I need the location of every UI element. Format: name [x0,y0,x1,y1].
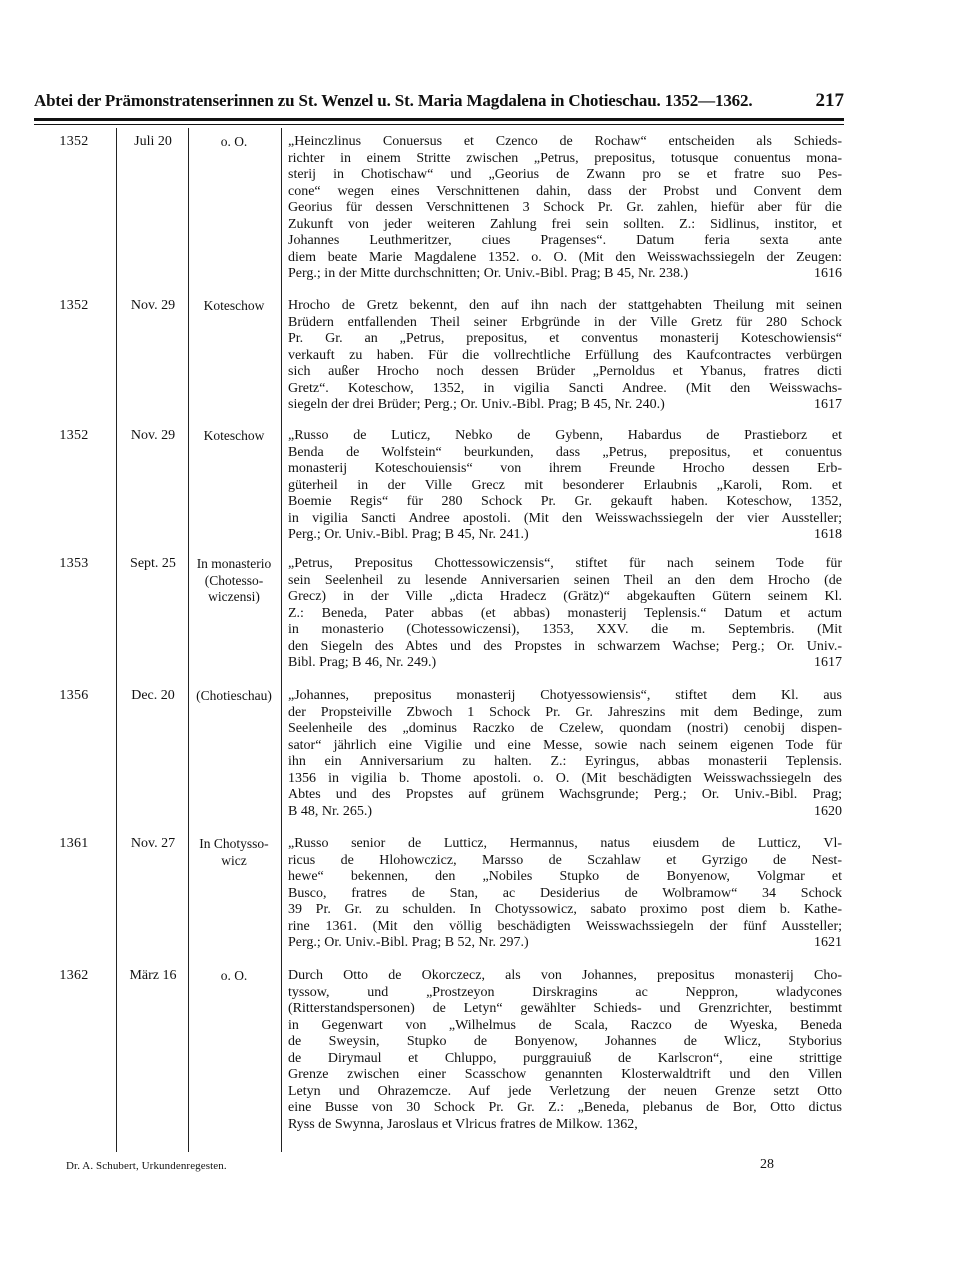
regest-line: Seelenheile des „dominus Raczko de Czelew, quondam (nostri) cenobij dispen- [288,721,842,736]
regest-line: den Siegeln des Abtes und des Propstes in schwarzem Wachse; Perg.; Or. Univ.- [288,638,842,654]
entry-place-line: o. O. [220,968,248,983]
entry-regest-text [288,968,842,1133]
entry-date: Nov. 27 [130,836,176,851]
entry-place [190,836,278,869]
regest-source-note: Perg.; Or. Univ.-Bibl. Prag; B 45, Nr. 241.) [288,527,529,542]
entry-regest-text [288,556,842,672]
entry-place [190,298,278,315]
entry-place [190,556,278,606]
entry-year: 1356 [59,688,89,703]
regest-source-note: B 48, Nr. 265.) [288,803,372,819]
entry-year: 1362 [59,968,89,983]
regest-line: „Russo senior de Lutticz, Hermannus, natus eiusdem de Lutticz, Vl- [288,836,842,851]
entry-place-line: Koteschow [203,298,265,313]
header-rule-thin [34,124,844,125]
regest-line: „Heinczlinus Conuersus et Czenco de Rochaw“ entscheiden als Schieds- [288,134,842,149]
header-rule-thick [34,118,844,121]
regest-final-line [288,527,842,544]
regest-line: Letyn und Ohrazemcze. Auf jede Verletzung der neuen Grenze setzt Otto [288,1083,842,1099]
regest-line: Hrocho de Gretz bekennt, den auf ihn nach der stattgehabten Theilung mit seinen [288,298,842,313]
column-divider-place [281,128,282,1152]
entry-regest-text [288,428,842,544]
regest-line: der Propsteiville Zbwoch 1 Schock Pr. Gr. Jahreszins mit dem Bedinge, zum [288,704,842,720]
regest-line: ricus de Hlohowczicz, Marsso de Sczahlaw et Gyrzigo de Nest- [288,852,842,868]
regest-line: Zukunft von jeder weiteren Zahlung frei sein sollten. Z.: Sidlinus, institor, et [288,216,842,232]
regest-number: 1617 [814,655,842,670]
regest-source-note: Perg.; in der Mitte durchschnitten; Or. Univ.-Bibl. Prag; B 45, Nr. 238.) [288,266,689,281]
entry-year: 1352 [59,298,89,313]
regest-line: 1356 in vigilia b. Thome apostoli. o. O. (Mit beschädigten Weisswachssiegeln des [288,770,842,786]
regest-line: rine 1361. (Mit den völlig beschädigten Weisswachssiegeln der fünf Aussteller; [288,918,842,934]
entry-place [190,428,278,445]
regest-final-line [288,397,842,414]
regest-line: eine Busse von 30 Schock Pr. Gr. Z.: „Beneda, plebanus de Bor, Otto dictus [288,1100,842,1115]
page-header [34,88,844,114]
regest-line: Busco, fratres de Stan, ac Desiderius de Wolbramow“ 34 Schock [288,885,842,901]
entry-year: 1361 [59,836,89,851]
entry-place-line: In Chotysso- [199,836,269,851]
entry-date: März 16 [129,968,177,983]
entry-place-line: wicz [221,852,247,868]
column-divider-year [116,128,117,1152]
column-divider-date [188,128,189,1152]
entry-place-line: wiczensi) [208,589,260,604]
regest-source-note: Perg.; Or. Univ.-Bibl. Prag; B 52, Nr. 297.) [288,935,529,950]
regest-line: (Ritterstandspersonen) de Letyn“ gewählter Schieds- und Grenzrichter, bestimmt [288,1001,842,1016]
entry-place-line: In monasterio [196,556,272,571]
regest-line: sich außer Hrocho noch dessen Brüder „Pernoldus et Ybanus, fratres dicti [288,364,842,379]
regest-line: 39 Pr. Gr. zu schulden. In Chotyssowicz, sabato proximo post diem b. Kathe- [288,902,842,917]
regest-line: Boemie Regis“ für 280 Schock Pr. Gr. gekauft haben. Koteschow, 1352, [288,494,842,509]
regest-line: Z.: Beneda, Pater abbas (et abbas) monasterij Teplensis.“ Datum et actum [288,605,842,621]
regest-line: Benda de Wolfstein“ beurkunden, dass „Petrus, prepositus, et conuentus [288,444,842,460]
regest-line: Ryss de Swynna, Jaroslaus et Vlricus fratres de Milkow. 1362, [288,1116,638,1132]
regest-line: „Petrus, Prepositus Chottessowiczensis“, stiftet für nach seinem Tode für [288,556,842,571]
regest-line: Durch Otto de Okorczecz, als von Johannes, prepositus monasterij Cho- [288,968,842,983]
regest-line: tyssow, und „Prostzeyon Dirskragins ac Neppron, wladycones [288,984,842,1000]
regest-number: 1620 [814,803,842,819]
entry-regest-text [288,298,842,414]
regest-source-note: siegeln der drei Brüder; Perg.; Or. Univ.-Bibl. Prag; B 45, Nr. 240.) [288,397,665,412]
regest-source-note: Bibl. Prag; B 46, Nr. 249.) [288,655,437,670]
regest-line: in Gegenwart von „Wilhelmus de Scala, Raczco de Wyeska, Beneda [288,1017,842,1033]
entry-place [190,134,278,151]
regest-line: sein Seelenheil zu lesende Anniversarien seinen Theil an den dem Hrocho (de [288,572,842,588]
regest-number: 1618 [814,527,842,542]
entry-date: Juli 20 [134,134,172,149]
regest-line: diem beate Marie Magdalene 1352. o. O. (Mit den Weisswachssiegeln der Zeugen: [288,249,842,265]
entry-year: 1352 [59,134,89,149]
regest-line: Gretz“. Koteschow, 1352, in vigilia Sancti Andree. (Mit den Weisswachs- [288,380,842,396]
regest-line: güterheil in der Ville Grecz mit besonderer Erlaubnis „Karoli, Rom. et [288,477,842,493]
entry-regest-text [288,836,842,952]
entry-place [190,688,278,705]
regest-line: hewe“ bekennen, den „Nobiles Stupko de Bonyenow, Volgmar et [288,869,842,884]
regest-line: Grecz) in der Ville „dicta Hradecz (Grätz)“ abgekauften Gütern seinem Kl. [288,589,842,604]
regest-line: Georius für dessen Verschnittenen 3 Schock Pr. Gr. zahlen, hiefür aber für die [288,200,842,215]
regest-line: ihn ein Anniversarium zu halten. Z.: Eyringus, abbas monasterii Teplensis. [288,754,842,769]
entry-place [190,968,278,985]
regest-line: de Sweysin, Stupko de Bonyenow, Johannes de Wlicz, Styborius [288,1034,842,1049]
entry-place-line: (Chotesso- [204,572,264,588]
regest-number: 1616 [814,266,842,281]
entry-place-line: (Chotieschau) [196,688,272,703]
regest-line: de Dirymaul et Chluppo, purggrauiuß de Karlscron“, eine strittige [288,1050,842,1066]
footer-author-line: Dr. A. Schubert, Urkundenregesten. [66,1160,227,1172]
regest-final-line [288,935,842,952]
entry-regest-text [288,134,842,283]
entry-year: 1352 [59,428,89,443]
regest-line: Grenze zwischen einer Scasschow genannten Klosterwaldtrift und den Villen [288,1067,842,1082]
regest-final-line [288,266,842,283]
regest-line: sterij in Chotischaw“ und „Georius de Zwann pro se et fratre suo Pes- [288,167,842,182]
entry-place-line: Koteschow [203,428,265,443]
regest-line: cone“ wegen eines Verschnittenen dahin, dass der Probst und Convent dem [288,183,842,199]
page-number: 217 [815,90,844,111]
entry-year: 1353 [59,556,89,571]
regest-line: Abtes und des Propstes auf grünem Wachsgrunde; Perg.; Or. Univ.-Bibl. Prag; [288,787,842,802]
regest-line: monasterij Koteschouiensis“ von ihrem Freunde Hrocho dessen Erb- [288,461,842,476]
regest-line: Johannes Leuthmeritzer, ciues Pragenses“. Datum feria sexta ante [288,233,842,248]
regest-line: richter in einem Stritte zwischen „Petrus, prepositus, totusque conuentus mona- [288,150,842,166]
regest-final-line [288,655,842,672]
entry-date: Nov. 29 [130,428,176,443]
regest-number: 1621 [814,935,842,950]
regest-line: „Russo de Luticz, Nebko de Gybenn, Habardus de Prastieborz et [288,428,842,443]
regest-line: sator“ jährlich eine Vigilie und eine Messe, sowie nach seinem eigenen Tode für [288,737,842,753]
entry-place-line: o. O. [220,134,248,149]
regest-line: verkauft zu haben. Für die vollrechtliche Erfüllung des Kaufcontractes verbürgen [288,347,842,363]
regest-line: in monasterio (Chotessowiczensi), 1353, XXV. die m. Septembris. (Mit [288,622,842,637]
regest-line: in vigilia Sancti Andree apostoli. (Mit den Weisswachssiegeln der vier Aussteller; [288,510,842,526]
regest-line: Pr. Gr. an „Petrus, prepositus, et conventus monasterij Koteschowiensis“ [288,331,842,346]
regest-line: Brüdern entfallenden Theil seiner Erbgründe in der Ville Gretz für 280 Schock [288,314,842,330]
regest-line: „Johannes, prepositus monasterij Chotyessowiensis“, stiftet dem Kl. aus [288,688,842,703]
footer-sheet-number: 28 [760,1157,774,1172]
entry-date: Nov. 29 [130,298,176,313]
entry-regest-text [288,688,842,820]
entry-date: Sept. 25 [130,556,176,571]
running-title: Abtei der Prämonstratenserinnen zu St. Wenzel u. St. Maria Magdalena in Chotieschau. 1352—1362. [34,91,753,110]
entry-date: Dec. 20 [131,688,175,703]
regest-number: 1617 [814,397,842,412]
regest-final-line [288,804,842,821]
